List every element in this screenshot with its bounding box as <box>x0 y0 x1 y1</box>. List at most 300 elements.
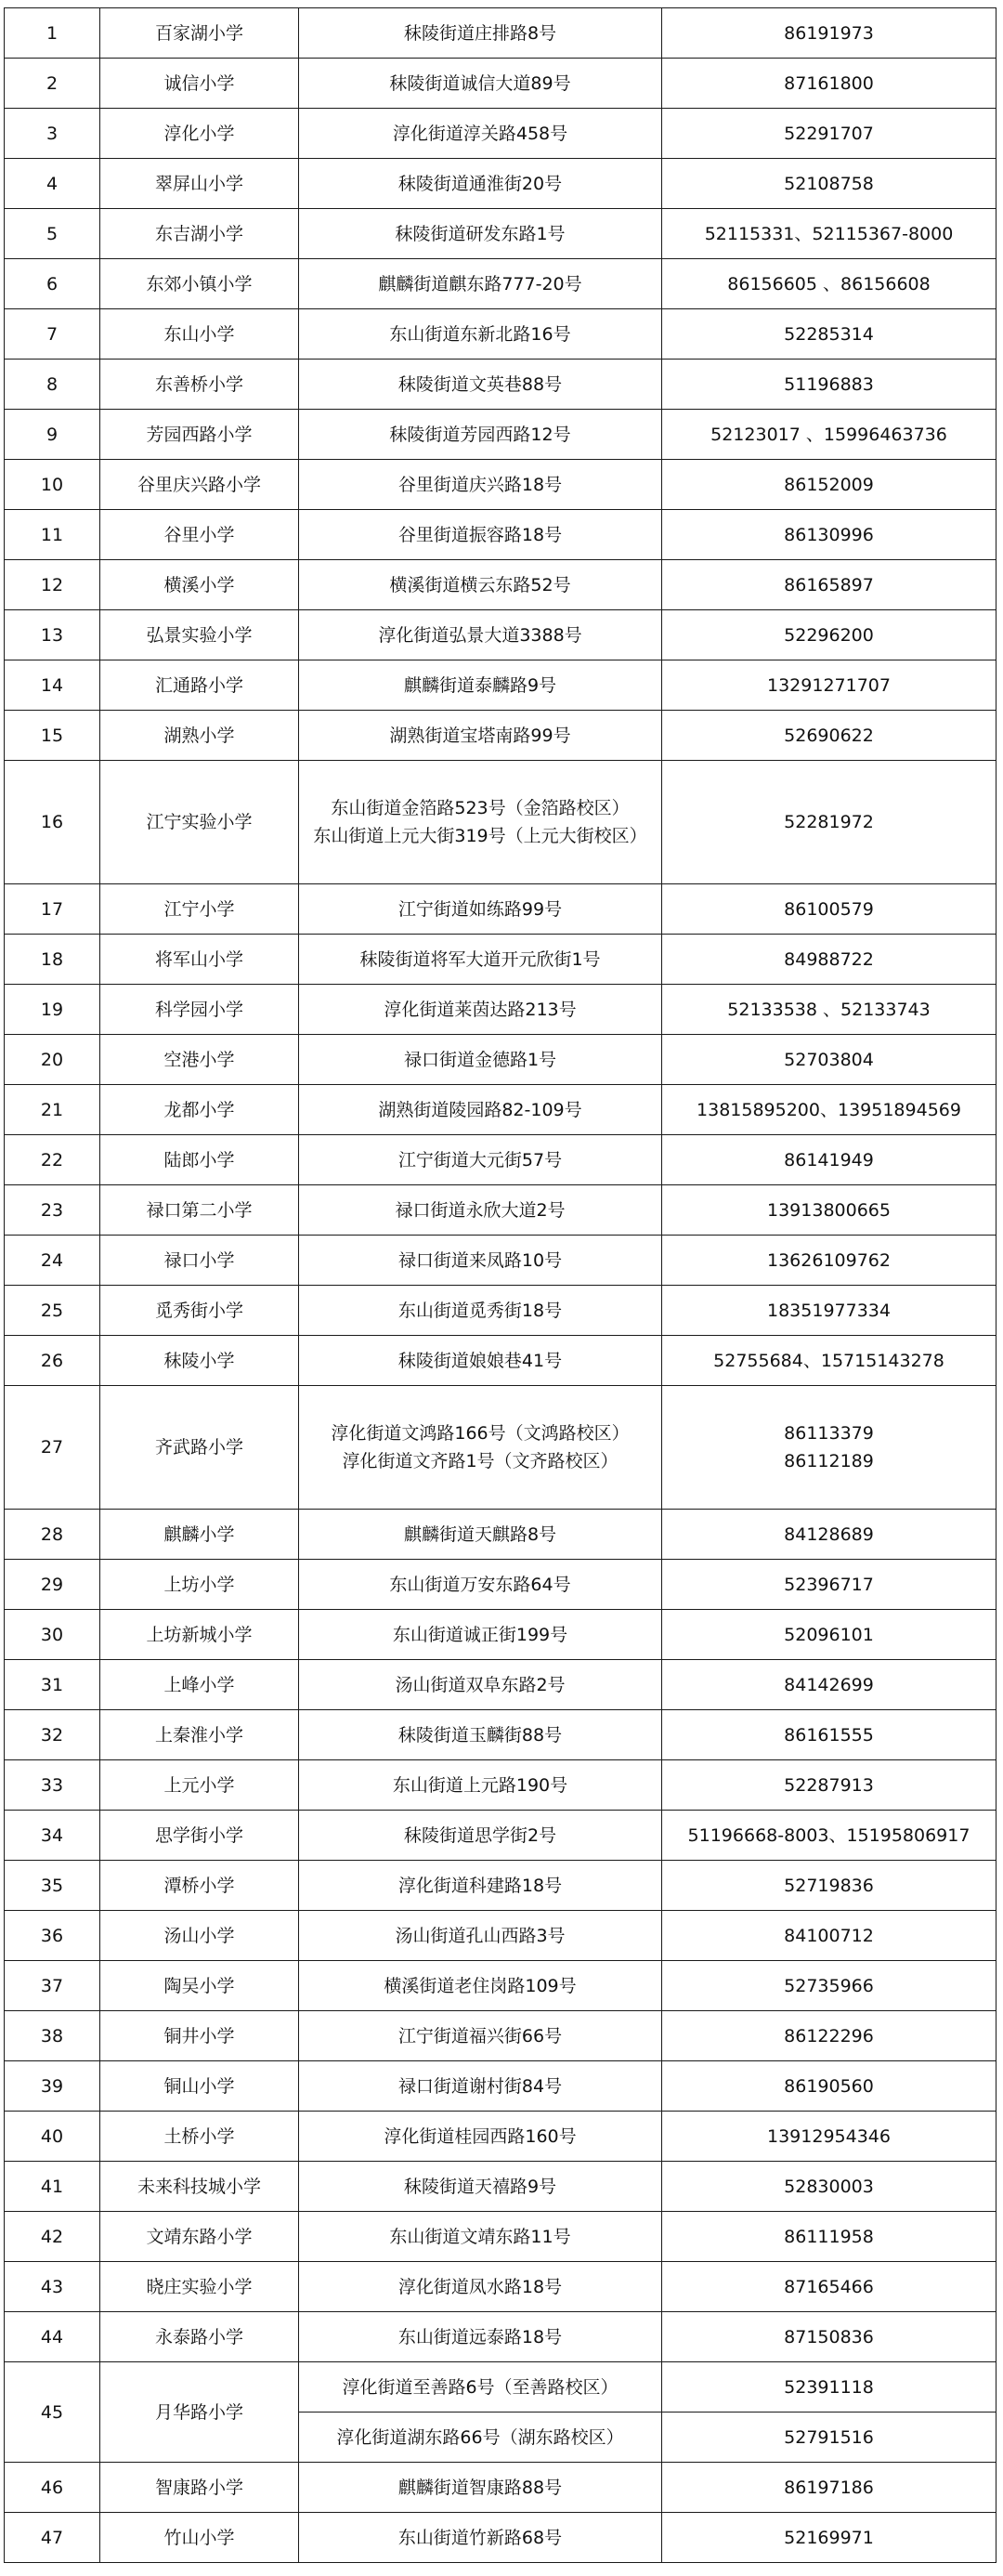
school-phone <box>662 1286 996 1336</box>
school-address-line: 东山街道上元大街319号（上元大街校区） <box>313 826 647 846</box>
school-address-line: 湖熟街道陵园路82-109号 <box>378 1099 582 1120</box>
school-address-line: 麒麟街道智康路88号 <box>397 2477 563 2498</box>
school-address-line: 东山街道远泰路18号 <box>397 2326 563 2347</box>
school-phone <box>662 1236 996 1286</box>
school-name: 龙都小学 <box>100 1085 299 1135</box>
school-address <box>299 935 662 985</box>
school-address <box>299 1236 662 1286</box>
table-row <box>5 2112 996 2162</box>
school-address <box>299 1035 662 1085</box>
school-address-line: 秣陵街道天禧路9号 <box>403 2176 557 2197</box>
row-number: 5 <box>5 209 100 259</box>
school-phone-line: 84988722 <box>784 948 874 970</box>
row-number: 22 <box>5 1135 100 1185</box>
school-address-line: 淳化街道弘景大道3388号 <box>378 624 582 646</box>
table-row <box>5 1911 996 1961</box>
school-address-line: 谷里街道庆兴路18号 <box>397 474 563 495</box>
table-row <box>5 209 996 259</box>
table-row <box>5 2312 996 2362</box>
school-address <box>299 610 662 660</box>
school-address-line: 淳化街道文齐路1号（文齐路校区） <box>342 1451 619 1471</box>
school-phone <box>662 1911 996 1961</box>
table-row <box>5 1510 996 1560</box>
school-name: 竹山小学 <box>100 2513 299 2563</box>
school-address-line: 禄口街道谢村街84号 <box>397 2075 563 2097</box>
row-number: 31 <box>5 1660 100 1710</box>
school-address-line: 东山街道上元路190号 <box>392 1774 568 1796</box>
school-address <box>299 360 662 410</box>
school-name: 秣陵小学 <box>100 1336 299 1386</box>
school-phone <box>662 884 996 935</box>
school-address <box>299 1961 662 2011</box>
school-name: 陶吴小学 <box>100 1961 299 2011</box>
table-row <box>5 610 996 660</box>
school-address-line: 湖熟街道宝塔南路99号 <box>389 725 571 746</box>
row-number: 17 <box>5 884 100 935</box>
school-phone-line: 52281972 <box>784 812 874 832</box>
school-phone-line: 86141949 <box>784 1149 874 1170</box>
school-phone-line: 86197186 <box>784 2477 874 2498</box>
school-phone-line: 87161800 <box>784 72 874 94</box>
row-number: 24 <box>5 1236 100 1286</box>
school-phone <box>662 2011 996 2061</box>
school-name: 上坊新城小学 <box>100 1610 299 1660</box>
table-row <box>5 2212 996 2262</box>
school-phone-line: 84128689 <box>784 1523 874 1545</box>
row-number: 21 <box>5 1085 100 1135</box>
school-address-line: 麒麟街道泰麟路9号 <box>403 674 557 696</box>
school-phone-line: 13815895200、13951894569 <box>697 1099 961 1120</box>
row-number: 6 <box>5 259 100 309</box>
school-phone-line: 87150836 <box>784 2326 874 2347</box>
school-address <box>299 410 662 460</box>
row-number: 35 <box>5 1861 100 1911</box>
table-row <box>5 360 996 410</box>
table-row <box>5 1035 996 1085</box>
school-phone-line: 51196668-8003、15195806917 <box>687 1824 970 1846</box>
school-phone <box>662 109 996 159</box>
school-address-line: 横溪街道老住岗路109号 <box>384 1975 577 1996</box>
school-address <box>299 1861 662 1911</box>
school-address-line: 淳化街道桂园西路160号 <box>384 2125 577 2147</box>
school-phone-line: 52133538 、52133743 <box>727 999 931 1020</box>
table-row <box>5 1811 996 1861</box>
school-address <box>299 711 662 761</box>
row-number: 42 <box>5 2212 100 2262</box>
table-row <box>5 1286 996 1336</box>
school-name: 东吉湖小学 <box>100 209 299 259</box>
school-address-line: 秣陵街道芳园西路12号 <box>389 424 571 445</box>
row-number: 1 <box>5 8 100 59</box>
school-phone <box>662 259 996 309</box>
school-phone <box>662 1510 996 1560</box>
school-address-line: 秣陵街道诚信大道89号 <box>389 72 571 94</box>
school-name: 齐武路小学 <box>100 1386 299 1510</box>
school-phone <box>662 309 996 360</box>
school-name: 土桥小学 <box>100 2112 299 2162</box>
school-phone-line: 52285314 <box>784 323 874 345</box>
school-phone <box>662 1085 996 1135</box>
school-address-line: 秣陵街道思学街2号 <box>403 1824 557 1846</box>
row-number: 9 <box>5 410 100 460</box>
table-row <box>5 1660 996 1710</box>
school-phone-line: 52396717 <box>784 1574 874 1595</box>
school-name: 铜井小学 <box>100 2011 299 2061</box>
row-number: 41 <box>5 2162 100 2212</box>
row-number: 43 <box>5 2262 100 2312</box>
row-number: 23 <box>5 1185 100 1236</box>
table-row <box>5 2162 996 2212</box>
table-row <box>5 510 996 560</box>
school-address-line: 汤山街道双阜东路2号 <box>395 1674 566 1695</box>
table-row <box>5 1861 996 1911</box>
school-address-line: 淳化街道凤水路18号 <box>397 2276 563 2297</box>
table-row <box>5 985 996 1035</box>
row-number: 13 <box>5 610 100 660</box>
school-address-line: 禄口街道来凤路10号 <box>397 1249 563 1271</box>
school-name: 上元小学 <box>100 1760 299 1811</box>
table-row <box>5 1236 996 1286</box>
school-phone-line: 86130996 <box>784 524 874 545</box>
school-address-line: 秣陵街道通淮街20号 <box>397 173 563 194</box>
row-number: 40 <box>5 2112 100 2162</box>
table-row <box>5 2262 996 2312</box>
school-phone-line: 52096101 <box>784 1624 874 1645</box>
row-number: 10 <box>5 460 100 510</box>
row-number: 29 <box>5 1560 100 1610</box>
school-phone-line: 52123017 、15996463736 <box>710 424 947 445</box>
table-row <box>5 8 996 59</box>
table-row <box>5 1610 996 1660</box>
school-phone <box>662 2463 996 2513</box>
school-phone <box>662 2212 996 2262</box>
school-address-line: 秣陵街道文英巷88号 <box>397 373 563 395</box>
school-phone <box>662 985 996 1035</box>
school-address <box>299 1336 662 1386</box>
school-phone: 52391118 <box>662 2362 996 2413</box>
school-phone <box>662 209 996 259</box>
row-number: 27 <box>5 1386 100 1510</box>
row-number: 45 <box>5 2362 100 2463</box>
row-number: 11 <box>5 510 100 560</box>
school-address-line: 江宁街道如练路99号 <box>397 898 563 920</box>
school-address <box>299 1286 662 1336</box>
school-phone-line: 52703804 <box>784 1049 874 1070</box>
school-address <box>299 1760 662 1811</box>
school-address-line: 淳化街道文鸿路166号（文鸿路校区） <box>331 1423 630 1444</box>
school-address <box>299 109 662 159</box>
school-address-line: 麒麟街道天麒路8号 <box>403 1523 557 1545</box>
school-address <box>299 985 662 1035</box>
school-name: 禄口小学 <box>100 1236 299 1286</box>
school-address <box>299 59 662 109</box>
school-name: 思学街小学 <box>100 1811 299 1861</box>
school-address-line: 东山街道诚正街199号 <box>392 1624 568 1645</box>
school-name: 空港小学 <box>100 1035 299 1085</box>
row-number: 47 <box>5 2513 100 2563</box>
table-row <box>5 660 996 711</box>
row-number: 15 <box>5 711 100 761</box>
school-phone-line: 87165466 <box>784 2276 874 2297</box>
school-address <box>299 1710 662 1760</box>
school-address <box>299 1510 662 1560</box>
school-phone-line: 52830003 <box>784 2176 874 2197</box>
table-row <box>5 2011 996 2061</box>
school-address <box>299 2463 662 2513</box>
school-address-line: 东山街道金箔路523号（金箔路校区） <box>331 798 630 818</box>
school-phone-line: 86152009 <box>784 474 874 495</box>
school-phone-line: 51196883 <box>784 373 874 395</box>
row-number: 37 <box>5 1961 100 2011</box>
school-address-line: 禄口街道金德路1号 <box>403 1049 557 1070</box>
table-row <box>5 711 996 761</box>
school-phone <box>662 1760 996 1811</box>
school-name: 江宁实验小学 <box>100 761 299 884</box>
school-phone <box>662 935 996 985</box>
school-phone-line: 86156605 、86156608 <box>727 273 931 294</box>
school-name: 湖熟小学 <box>100 711 299 761</box>
school-phone-line: 52115331、52115367-8000 <box>704 223 954 244</box>
school-address <box>299 884 662 935</box>
school-phone <box>662 2513 996 2563</box>
table-row <box>5 1185 996 1236</box>
school-name: 弘景实验小学 <box>100 610 299 660</box>
school-address <box>299 761 662 884</box>
school-name: 月华路小学 <box>100 2362 299 2463</box>
row-number: 14 <box>5 660 100 711</box>
row-number: 20 <box>5 1035 100 1085</box>
table-row <box>5 884 996 935</box>
table-row <box>5 59 996 109</box>
school-name: 江宁小学 <box>100 884 299 935</box>
row-number: 4 <box>5 159 100 209</box>
table-row <box>5 761 996 884</box>
school-name: 诚信小学 <box>100 59 299 109</box>
school-address <box>299 510 662 560</box>
school-address-line: 淳化街道淳关路458号 <box>392 123 568 144</box>
table-row <box>5 2362 996 2413</box>
school-name: 麒麟小学 <box>100 1510 299 1560</box>
school-name: 潭桥小学 <box>100 1861 299 1911</box>
school-phone-line: 86111958 <box>784 2226 874 2247</box>
row-number: 28 <box>5 1510 100 1560</box>
table-row <box>5 1560 996 1610</box>
school-address-line: 秣陵街道庄排路8号 <box>403 22 557 44</box>
school-address <box>299 2112 662 2162</box>
school-phone <box>662 2112 996 2162</box>
school-phone <box>662 2262 996 2312</box>
school-address-line: 横溪街道横云东路52号 <box>389 574 571 595</box>
school-address-line: 东山街道万安东路64号 <box>389 1574 571 1595</box>
table-row <box>5 1386 996 1510</box>
school-name: 横溪小学 <box>100 560 299 610</box>
school-address-line: 秣陵街道玉麟街88号 <box>397 1724 563 1746</box>
school-address <box>299 2061 662 2112</box>
row-number: 33 <box>5 1760 100 1811</box>
school-phone-line: 52169971 <box>784 2527 874 2548</box>
school-address <box>299 1185 662 1236</box>
school-phone-line: 13912954346 <box>767 2125 891 2147</box>
school-phone-line: 52296200 <box>784 624 874 646</box>
school-name: 禄口第二小学 <box>100 1185 299 1236</box>
school-address-line: 秣陵街道娘娘巷41号 <box>397 1350 563 1371</box>
row-number: 7 <box>5 309 100 360</box>
school-address <box>299 2513 662 2563</box>
school-address-line: 秣陵街道研发东路1号 <box>395 223 566 244</box>
table-row <box>5 159 996 209</box>
row-number: 12 <box>5 560 100 610</box>
table-body <box>5 8 996 2563</box>
school-phone <box>662 1710 996 1760</box>
row-number: 25 <box>5 1286 100 1336</box>
school-address-line: 淳化街道科建路18号 <box>397 1875 563 1896</box>
school-phone <box>662 159 996 209</box>
school-phone-line: 13291271707 <box>767 674 891 696</box>
school-phone-line: 86113379 <box>784 1423 874 1444</box>
school-phone-line: 86191973 <box>784 22 874 44</box>
school-address <box>299 660 662 711</box>
school-phone-line: 86112189 <box>784 1451 874 1471</box>
school-phone <box>662 1135 996 1185</box>
school-name: 汤山小学 <box>100 1911 299 1961</box>
school-phone-line: 13626109762 <box>767 1249 891 1271</box>
school-address <box>299 1911 662 1961</box>
table-row <box>5 2463 996 2513</box>
school-address <box>299 1811 662 1861</box>
school-address <box>299 209 662 259</box>
table-row <box>5 410 996 460</box>
school-name: 汇通路小学 <box>100 660 299 711</box>
school-address <box>299 460 662 510</box>
school-phone-line: 86100579 <box>784 898 874 920</box>
row-number: 34 <box>5 1811 100 1861</box>
school-address <box>299 2011 662 2061</box>
school-phone <box>662 660 996 711</box>
school-address <box>299 2262 662 2312</box>
row-number: 44 <box>5 2312 100 2362</box>
school-address <box>299 1610 662 1660</box>
school-phone <box>662 1811 996 1861</box>
school-address-line: 谷里街道振容路18号 <box>397 524 563 545</box>
school-name: 觅秀街小学 <box>100 1286 299 1336</box>
school-name: 晓庄实验小学 <box>100 2262 299 2312</box>
school-name: 科学园小学 <box>100 985 299 1035</box>
row-number: 39 <box>5 2061 100 2112</box>
school-phone <box>662 510 996 560</box>
row-number: 18 <box>5 935 100 985</box>
school-phone-line: 52287913 <box>784 1774 874 1796</box>
school-name: 东山小学 <box>100 309 299 360</box>
school-name: 东善桥小学 <box>100 360 299 410</box>
school-directory-table <box>4 7 996 2563</box>
school-phone <box>662 1336 996 1386</box>
school-name: 谷里庆兴路小学 <box>100 460 299 510</box>
table-row <box>5 460 996 510</box>
table-row <box>5 1760 996 1811</box>
school-address <box>299 309 662 360</box>
school-address <box>299 159 662 209</box>
school-address: 淳化街道湖东路66号（湖东路校区） <box>299 2413 662 2463</box>
school-address <box>299 259 662 309</box>
school-address <box>299 2212 662 2262</box>
row-number: 8 <box>5 360 100 410</box>
school-phone-line: 52108758 <box>784 173 874 194</box>
school-address-line: 东山街道竹新路68号 <box>397 2527 563 2548</box>
table-row <box>5 2061 996 2112</box>
school-name: 东郊小镇小学 <box>100 259 299 309</box>
school-phone <box>662 560 996 610</box>
school-phone <box>662 610 996 660</box>
school-phone <box>662 1861 996 1911</box>
row-number: 36 <box>5 1911 100 1961</box>
school-phone <box>662 2162 996 2212</box>
school-address-line: 江宁街道福兴街66号 <box>397 2025 563 2046</box>
table-row <box>5 2513 996 2563</box>
table-row <box>5 560 996 610</box>
school-address-line: 汤山街道孔山西路3号 <box>395 1925 566 1946</box>
school-name: 智康路小学 <box>100 2463 299 2513</box>
school-address <box>299 1135 662 1185</box>
school-address <box>299 1085 662 1135</box>
school-phone <box>662 460 996 510</box>
school-name: 翠屏山小学 <box>100 159 299 209</box>
school-phone <box>662 1386 996 1510</box>
school-phone-line: 86122296 <box>784 2025 874 2046</box>
school-phone <box>662 360 996 410</box>
school-phone-line: 52291707 <box>784 123 874 144</box>
school-phone-line: 86165897 <box>784 574 874 595</box>
school-phone-line: 52719836 <box>784 1875 874 1896</box>
row-number: 26 <box>5 1336 100 1386</box>
school-phone <box>662 1660 996 1710</box>
school-name: 芳园西路小学 <box>100 410 299 460</box>
school-phone-line: 84100712 <box>784 1925 874 1946</box>
row-number: 30 <box>5 1610 100 1660</box>
school-phone <box>662 1610 996 1660</box>
school-phone <box>662 2061 996 2112</box>
school-phone <box>662 410 996 460</box>
school-name: 将军山小学 <box>100 935 299 985</box>
school-phone <box>662 1035 996 1085</box>
school-name: 永泰路小学 <box>100 2312 299 2362</box>
school-phone <box>662 1961 996 2011</box>
school-address <box>299 2312 662 2362</box>
school-address-line: 禄口街道永欣大道2号 <box>395 1199 566 1221</box>
table-row <box>5 1135 996 1185</box>
school-address-line: 东山街道觅秀街18号 <box>397 1300 563 1321</box>
school-address-line: 淳化街道莱茵达路213号 <box>384 999 577 1020</box>
school-phone-line: 18351977334 <box>767 1300 891 1321</box>
school-name: 上坊小学 <box>100 1560 299 1610</box>
school-phone <box>662 711 996 761</box>
school-name: 上峰小学 <box>100 1660 299 1710</box>
school-phone <box>662 1560 996 1610</box>
school-name: 陆郎小学 <box>100 1135 299 1185</box>
school-name: 淳化小学 <box>100 109 299 159</box>
school-address-line: 江宁街道大元街57号 <box>397 1149 563 1170</box>
table-row <box>5 259 996 309</box>
school-address <box>299 1660 662 1710</box>
school-phone <box>662 59 996 109</box>
school-name: 文靖东路小学 <box>100 2212 299 2262</box>
school-address <box>299 1560 662 1610</box>
school-address-line: 东山街道东新北路16号 <box>389 323 571 345</box>
row-number: 3 <box>5 109 100 159</box>
row-number: 2 <box>5 59 100 109</box>
table-row <box>5 1336 996 1386</box>
school-address <box>299 560 662 610</box>
row-number: 38 <box>5 2011 100 2061</box>
